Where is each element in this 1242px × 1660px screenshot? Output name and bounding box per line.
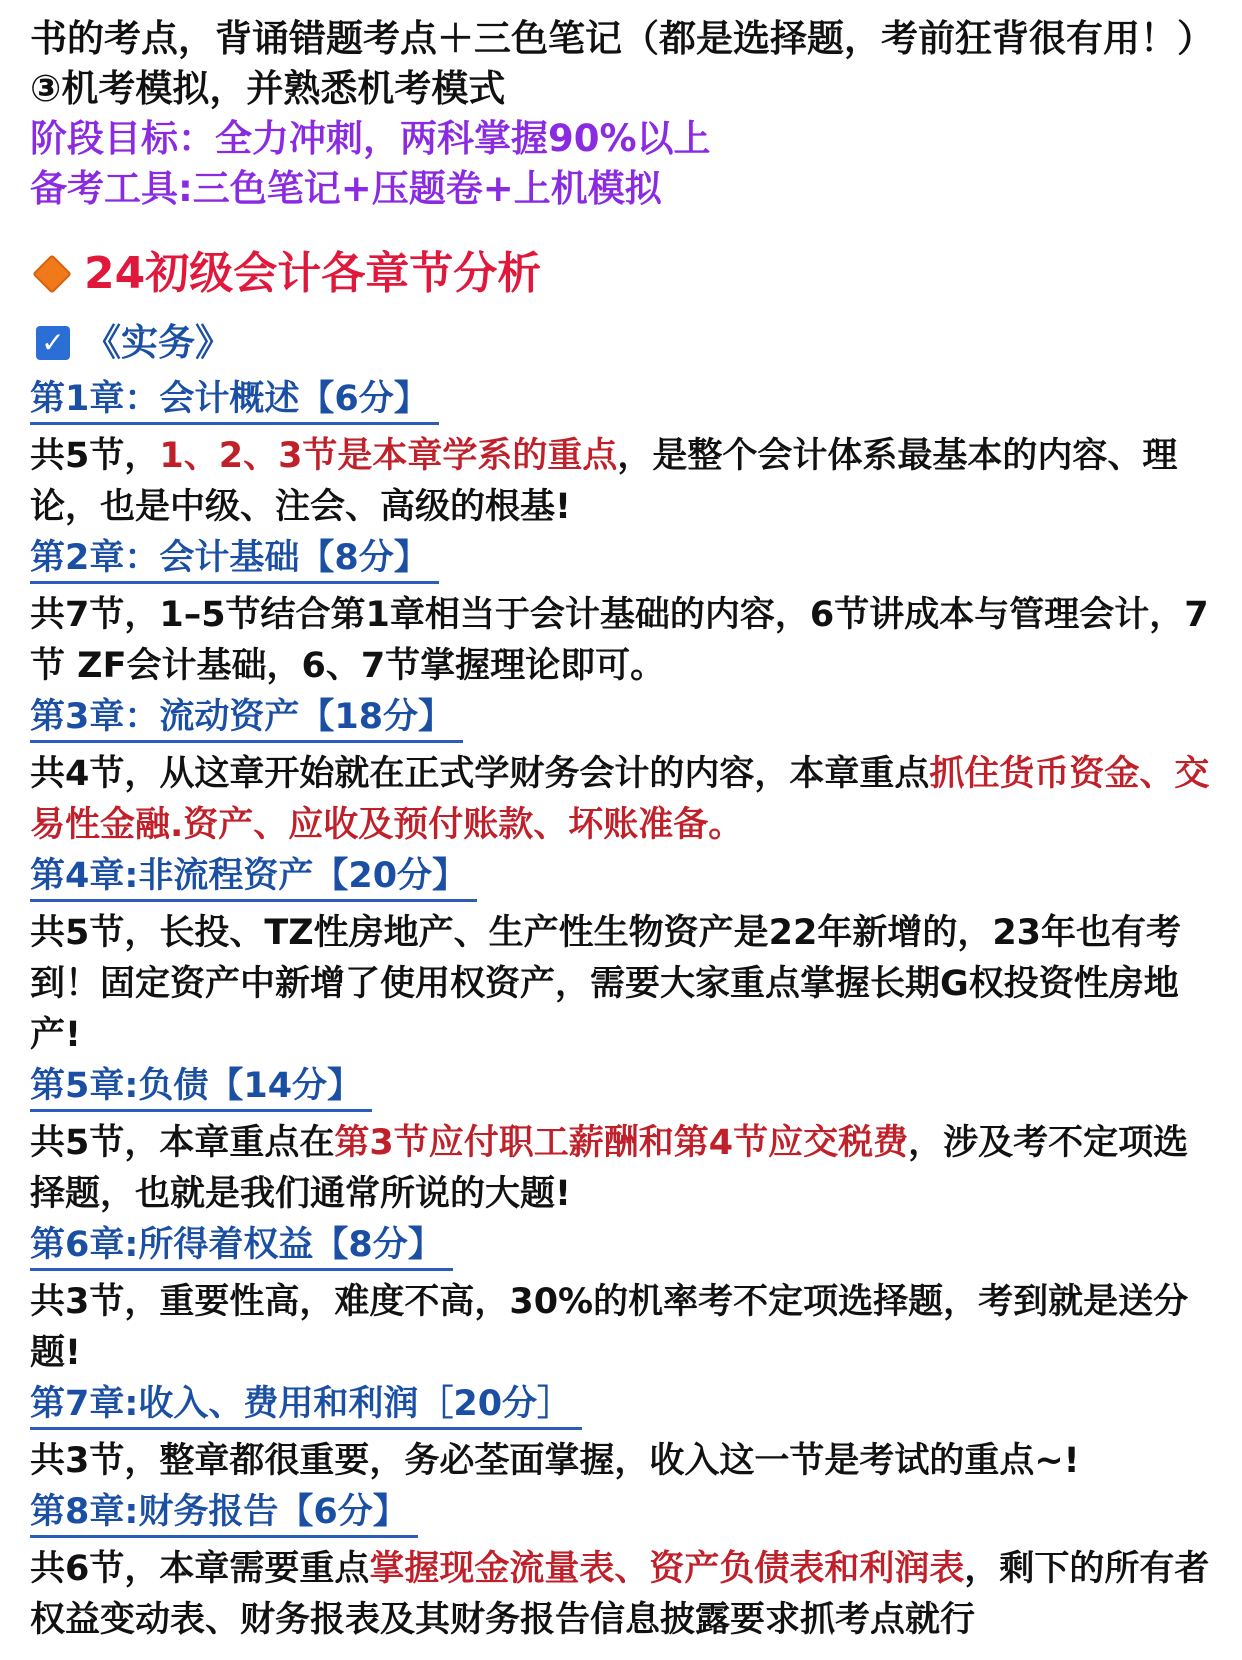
intro-line-2: ③机考模拟，并熟悉机考模式 — [30, 67, 506, 110]
chapter-title: 第1章：会计概述【6分】 — [30, 376, 439, 425]
chapter-3 — [30, 692, 1212, 749]
desc-text: 共4节，从这章开始就在正式学财务会计的内容，本章重点 — [30, 754, 930, 794]
chapter-title: 第8章:财务报告【6分】 — [30, 1489, 418, 1538]
chapter-title: 第5章:负债【14分】 — [30, 1063, 372, 1112]
desc-text: ，剩下的所有者权益变动表、财务报表及其财务报告信息披露要求抓考点就行 — [30, 1549, 1210, 1640]
desc-text: 共6节，本章需要重点 — [30, 1549, 370, 1589]
chapter-description — [30, 431, 1210, 533]
chapter-description — [30, 908, 1210, 1061]
subject-header — [36, 318, 1212, 368]
chapter-title: 第7章:收入、费用和利润［20分］ — [30, 1381, 582, 1430]
chapter-4 — [30, 851, 1212, 908]
chapter-8 — [30, 1487, 1212, 1544]
chapter-description — [30, 1277, 1210, 1379]
chapter-title: 第2章：会计基础【8分】 — [30, 535, 439, 584]
chapter-title: 第3章：流动资产【18分】 — [30, 694, 463, 743]
desc-highlight: 抓住货币资金、交易性金融.资产、应收及预付账款、坏账准备。 — [30, 754, 1210, 845]
desc-text: 共5节，本章重点在 — [30, 1123, 335, 1163]
chapter-6 — [30, 1220, 1212, 1277]
prep-tools: 备考工具:三色笔记+压题卷+上机模拟 — [30, 167, 662, 210]
desc-text: 共5节，长投、TZ性房地产、生产性生物资产是22年新增的，23年也有考到！固定资产中新增了使用权资产，需要大家重点掌握长期G权投资性房地产! — [30, 913, 1182, 1055]
desc-text: 共3节，重要性高，难度不高，30%的机率考不定项选择题，考到就是送分题! — [30, 1282, 1189, 1373]
intro-line-1: 书的考点，背诵错题考点＋三色笔记（都是选择题，考前狂背很有用！） — [30, 17, 1214, 60]
chapter-1 — [30, 374, 1212, 431]
chapter-description — [30, 1118, 1210, 1220]
desc-text: 共3节，整章都很重要，务必荃面掌握，收入这一节是考试的重点~! — [30, 1441, 1080, 1481]
desc-highlight: 掌握现金流量表、资产负债表和利润表 — [369, 1549, 965, 1589]
chapter-description — [30, 1544, 1210, 1646]
stage-goal: 阶段目标：全力冲刺，两科掌握90%以上 — [30, 117, 711, 160]
subject-title: 《实务》 — [84, 321, 232, 364]
desc-highlight: 第3节应付职工薪酬和第4节应交税费 — [334, 1123, 909, 1163]
desc-text: 共5节， — [30, 436, 160, 476]
desc-text: ，涉及考不定项选择题，也就是我们通常所说的大题! — [30, 1123, 1189, 1214]
orange-diamond-icon — [32, 254, 72, 294]
chapter-7 — [30, 1379, 1212, 1436]
chapter-title: 第4章:非流程资产【20分】 — [30, 853, 477, 902]
chapter-description — [30, 749, 1210, 851]
chapter-title: 第6章:所得着权益【8分】 — [30, 1222, 453, 1271]
desc-text: 共7节，1–5节结合第1章相当于会计基础的内容，6节讲成本与管理会计，7节 ZF会计基础，6、7节掌握理论即可。 — [30, 595, 1209, 686]
desc-text: ，是整个会计体系最基本的内容、理论，也是中级、注会、高级的根基! — [30, 436, 1178, 527]
checkmark-icon: ✓ — [36, 326, 70, 360]
chapter-5 — [30, 1061, 1212, 1118]
chapter-description — [30, 590, 1210, 692]
desc-highlight: 1、2、3节是本章学系的重点 — [159, 436, 618, 476]
section-title: 24初级会计各章节分析 — [84, 248, 542, 299]
chapter-2 — [30, 533, 1212, 590]
chapter-description — [30, 1436, 1210, 1487]
section-header — [30, 244, 1212, 304]
